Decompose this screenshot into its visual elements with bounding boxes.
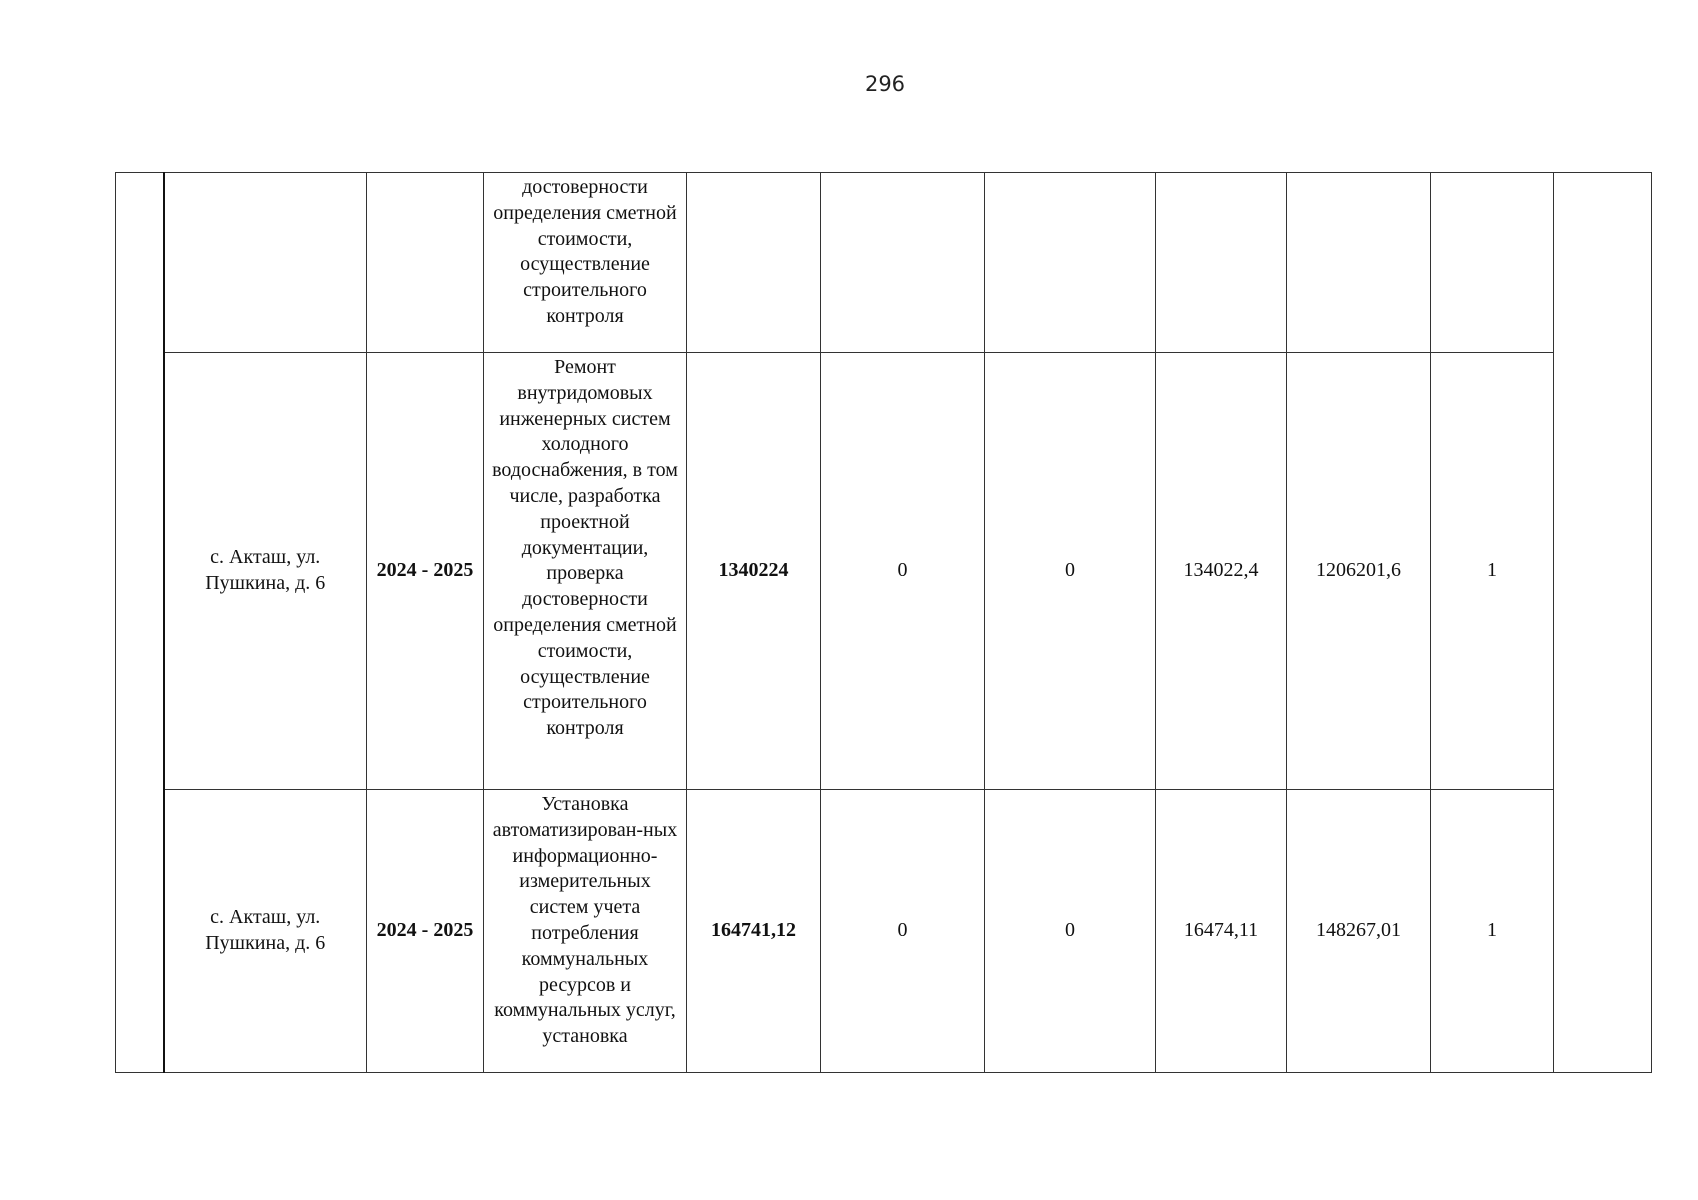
total-cost-cell (687, 173, 821, 353)
amount-cell: 0 (985, 353, 1156, 790)
table-row (116, 790, 1652, 1073)
amount-cell: 134022,4 (1156, 353, 1287, 790)
total-cost-cell: 164741,12 (687, 790, 821, 1073)
amount-cell (985, 173, 1156, 353)
page-number: 296 (864, 72, 906, 96)
index-cell (116, 173, 164, 1073)
description-cell: Ремонт внутридомовых инженерных систем холодного водоснабжения, в том числе, разработка проектной документации, проверка достоверности определения сметной стоимости, осуществление строительного контроля (484, 353, 687, 790)
housing-repair-table (115, 172, 1652, 1073)
description-cell: Установка автоматизирован-ных информационно-измерительных систем учета потребления коммунальных ресурсов и коммунальных услуг, установка (484, 790, 687, 1073)
amount-cell: 1206201,6 (1287, 353, 1431, 790)
description-cell: достоверности определения сметной стоимости, осуществление строительного контроля (484, 173, 687, 353)
count-cell: 1 (1431, 353, 1554, 790)
amount-cell (1287, 173, 1431, 353)
count-cell (1431, 173, 1554, 353)
table-row (116, 353, 1652, 790)
trailing-cell (1554, 173, 1652, 1073)
address-cell (164, 173, 367, 353)
period-cell: 2024 - 2025 (367, 353, 484, 790)
address-cell: с. Акташ, ул. Пушкина, д. 6 (164, 353, 367, 790)
period-cell: 2024 - 2025 (367, 790, 484, 1073)
count-cell: 1 (1431, 790, 1554, 1073)
amount-cell: 0 (821, 353, 985, 790)
amount-cell (1156, 173, 1287, 353)
amount-cell (821, 173, 985, 353)
amount-cell: 16474,11 (1156, 790, 1287, 1073)
total-cost-cell: 1340224 (687, 353, 821, 790)
amount-cell: 148267,01 (1287, 790, 1431, 1073)
address-cell: с. Акташ, ул. Пушкина, д. 6 (164, 790, 367, 1073)
amount-cell: 0 (821, 790, 985, 1073)
period-cell (367, 173, 484, 353)
table-row (116, 173, 1652, 353)
amount-cell: 0 (985, 790, 1156, 1073)
